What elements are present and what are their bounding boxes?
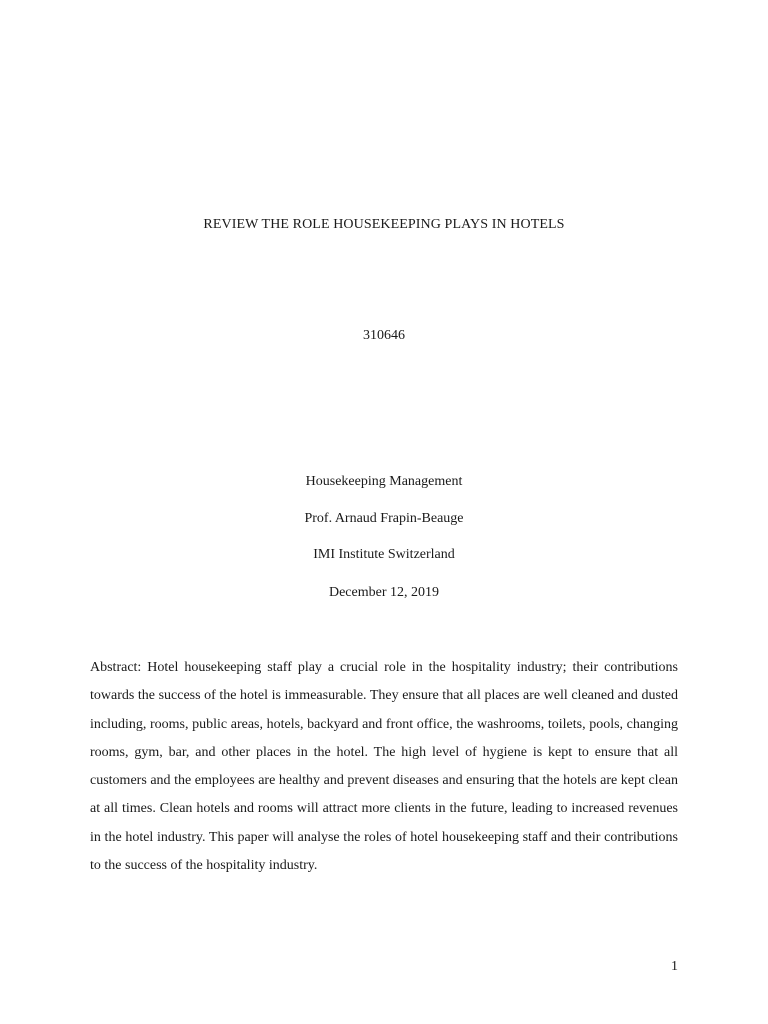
document-date: December 12, 2019 <box>328 585 440 600</box>
course-name: Housekeeping Management <box>305 474 463 489</box>
document-title: REVIEW THE ROLE HOUSEKEEPING PLAYS IN HOTELS <box>203 217 565 232</box>
professor-name: Prof. Arnaud Frapin-Beauge <box>304 511 464 526</box>
page-number: 1 <box>671 959 678 974</box>
student-id: 310646 <box>363 328 405 343</box>
abstract-paragraph: Abstract: Hotel housekeeping staff play a crucial role in the hospitality industry; their contributions towards the success of the hotel is immeasurable. They ensure that all places are well cleaned and dusted including, rooms, public areas, hotels, backyard and front office, the washrooms, toilets, pools, changing rooms, gym, bar, and other places in the hotel. The high level of hygiene is kept to ensure that all customers and the employees are healthy and prevent diseases and ensuring that the hotels are kept clean at all times. Clean hotels and rooms will attract more clients in the future, leading to increased revenues in the hotel industry. This paper will analyse the roles of hotel housekeeping staff and their contributions to the success of the hospitality industry. <box>90 660 678 874</box>
institute-name: IMI Institute Switzerland <box>313 547 455 562</box>
